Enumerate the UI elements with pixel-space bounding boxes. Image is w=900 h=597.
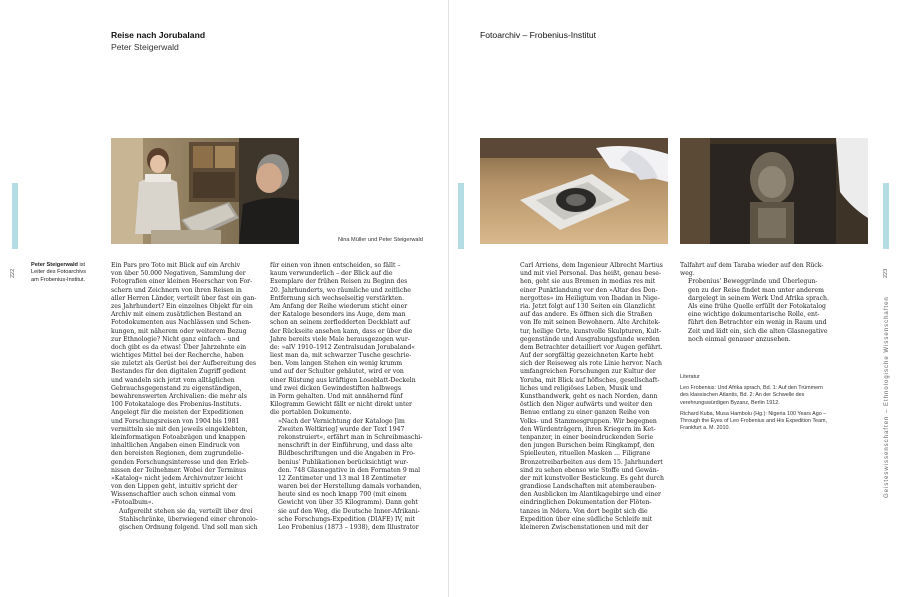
text-line: Talfahrt auf dem Taraba wieder auf den Rück-: [680, 262, 824, 269]
text-line: kaum verwunderlich – der Blick auf die: [270, 270, 393, 278]
paragraph-7: [680, 278, 828, 344]
text-column-4: [680, 262, 828, 344]
text-line: führt den Betrachter ein wenig in Raum und: [688, 319, 827, 327]
text-line: sie zuletzt als Gerüst bei der Aufbereitung des: [111, 360, 257, 368]
text-line: gegenstände und Ausgrabungsfunde werden: [520, 335, 660, 343]
photo-glass-negative-image: [480, 138, 668, 244]
text-line: Zeit und lädt ein, sich die alten Glasnegative: [688, 327, 828, 335]
side-note-text: ist Leiter des Fotoarchivs am Frobenius-Institut.: [31, 262, 87, 283]
text-line: »Nach der Vernichtung der Kataloge [im: [278, 417, 405, 425]
text-line: kungen, mit näherem oder weiterem Bezug: [111, 327, 247, 335]
left-page: [0, 0, 449, 597]
text-line: wichtiges Mittel bei der Recherche, haben: [111, 352, 244, 360]
text-line: dargelegt in seinem Werk Und Afrika sprach.: [688, 294, 829, 302]
text-line: den Ausblicken im Alantikagebirge und einer: [520, 491, 661, 499]
text-line: für einen von ihnen entscheiden, so fällt –: [270, 262, 401, 269]
text-line: kleinformatigen Fotoabzügen und knappen: [111, 433, 246, 441]
paragraph-5: [520, 262, 668, 532]
text-line: Aufgereiht stehen sie da, verteilt über drei: [119, 507, 253, 515]
text-line: den jungen Burschen beim Ringkampf, den: [520, 442, 655, 450]
text-line: Fotografien einer kleinen Heerschar von For-: [111, 278, 253, 286]
right-page: [449, 0, 900, 597]
text-line: ria. Jetzt folgt auf 130 Seiten ein Glanzlicht: [520, 302, 656, 310]
text-line: Yoruba, mit Blick auf höfisches, gesellschaft-: [520, 376, 660, 384]
text-line: dem Betrachter detailliert vor Augen geführt.: [520, 343, 663, 351]
page-number-right: 223: [883, 268, 889, 278]
text-line: 100 Fotokataloge des Frobenius-Instituts.: [111, 401, 242, 409]
text-line: bewahrenswerten Archivalien: die mehr als: [111, 393, 247, 400]
text-line: Expedition über eine südliche Schleife mit: [520, 515, 653, 523]
text-line: Spielleuten, rituellen Masken … Filigrane: [520, 450, 651, 458]
side-note-name: Peter Steigerwald: [31, 262, 78, 268]
text-line: doch gibt es da etwas! Über Jahrzehnte ein: [111, 343, 247, 351]
text-line: gen zu der Reise findet man unter anderem: [688, 286, 824, 294]
text-line: tenpanzer, in einer beeindruckenden Serie: [520, 433, 654, 441]
text-line: sich der Reiseweg als rote Linie hervor. Nach: [520, 360, 662, 368]
article-author: Peter Steigerwald: [111, 42, 179, 52]
text-line: Leo Frobenius (1873 – 1938), dem Illustrator: [278, 524, 419, 531]
text-line: nissen der Teilnehmer. Wobei der Terminus: [111, 466, 247, 474]
text-line: den bereisten Regionen, dem zugrundelie-: [111, 450, 244, 458]
text-line: weg.: [680, 270, 695, 278]
text-line: sche Forschungs-Expedition (DIAFE) IV, mit: [278, 515, 415, 523]
paragraph-2: [111, 508, 256, 533]
text-line: Stahlschränke, überwiegend einer chronolo-: [119, 515, 258, 523]
text-line: östlich den Niger aufwärts und weiter den: [520, 401, 653, 409]
text-line: tanzes in Ndera. Von dort begibt sich die: [520, 507, 648, 515]
article-title: Reise nach Jorubaland: [111, 30, 206, 40]
text-line: Volks- und Stammesgruppen. Wir begegnen: [520, 417, 657, 425]
text-line: von den Lippen geht, intuitiv spricht der: [111, 483, 238, 491]
text-line: hen, geht sie aus Bremen in medias res mit: [520, 278, 656, 286]
text-line: aller Herren Länder, verteilt über fast ein gan-: [111, 294, 257, 302]
text-line: Bestandes für den digitalen Zugriff gedient: [111, 368, 246, 376]
text-line: zur Ethnologie? Nicht ganz einfach – und: [111, 335, 240, 343]
text-line: rekonstruiert«, erfährt man in Schreibmaschi-: [278, 433, 423, 441]
photo-archive-staff-image: [111, 138, 299, 244]
text-column-2: [270, 262, 423, 532]
text-line: eine wichtige dokumentarische Rolle, ent-: [688, 311, 820, 319]
text-line: waren bei der Herstellung damals vorhanden,: [278, 483, 422, 491]
text-line: der mit kunstvoller Bestickung. Es geht durch: [520, 474, 664, 482]
text-line: der Kataloge besonders ins Auge, dem man: [270, 311, 406, 319]
text-line: Benue entlang zu einer ganzen Reihe von: [520, 409, 650, 417]
text-line: Auf der sorgfältig gezeichneten Karte hebt: [520, 352, 654, 360]
accent-bar-right-outer: [883, 183, 889, 249]
text-line: einer Punktlandung vor den »Altar des Don-: [520, 286, 658, 294]
text-line: Ein Pars pro Toto mit Blick auf ein Archiv: [111, 262, 241, 269]
text-line: Frobenius' Beweggründe und Überlegun-: [688, 278, 818, 286]
text-line: von Ife mit seinen Bewohnern. Alte Architek-: [520, 319, 661, 327]
text-line: schern und Zeichnern von ihren Reisen in: [111, 286, 242, 294]
photo-figure-negative: [680, 138, 868, 244]
paragraph-3: [270, 262, 416, 418]
text-line: zes Jahrhundert? Ein einzelnes Objekt für ein: [111, 302, 253, 310]
text-line: liest man da, mit schwarzer Tusche geschrie-: [270, 352, 412, 360]
text-line: Kunsthandwerk, geht es nach Norden, dann: [520, 393, 658, 400]
text-line: den. 748 Glasnegative in den Formaten 9 mal: [278, 466, 421, 474]
text-line: Bronzetreibarbeiten aus dem 15. Jahrhundert: [520, 458, 663, 466]
text-line: einer Rüstung aus kräftigen Loseblatt-Deckeln: [270, 376, 416, 384]
text-line: den Würdenträgern, ihren Kriegern im Ket-: [520, 425, 656, 433]
text-line: de: »alV 1910–1912 Zentralsudan Jorubaland«: [270, 343, 416, 351]
literature-item-1: Leo Frobenius: Und Afrika sprach, Bd. 1: Auf den Trümmern des klassischen Atlantis, Bd. 2: An der Schwelle des verehrungswürdigen Byzanz, Berlin 1912.: [680, 385, 823, 406]
text-line: sie auf den Weg, die Deutsche Inner-Afrikani-: [278, 507, 420, 515]
text-line: und zwei dicken Gewindestiften halbwegs: [270, 384, 402, 392]
text-line: Bildbeschriftungen und die Angaben in Fro-: [278, 450, 416, 458]
text-line: sind zu sehen ebenso wie Stoffe und Gewän-: [520, 466, 659, 474]
text-line: »Katalog« nicht jedem Archivnutzer leicht: [111, 474, 243, 482]
text-line: Entfernung sich wechselseitig verstärkten.: [270, 294, 405, 302]
text-line: 20. Jahrhunderts, wo räumliche und zeitliche: [270, 286, 411, 294]
text-line: und Forschungsreisen von 1904 bis 1981: [111, 417, 240, 425]
text-line: Gewicht von über 35 Kilogramm). Dann geht: [278, 499, 418, 507]
text-line: schon an seinem zerfledderten Deckblatt auf: [270, 319, 410, 327]
text-line: vermitteln sie mit den jeweils eingeklebten,: [111, 425, 248, 433]
text-line: nenschrift in der Einführung, und dass alte: [278, 442, 413, 450]
paragraph-4: [270, 417, 423, 533]
literature-section: [680, 374, 830, 436]
text-line: Jahre bereits viele Male herausgezogen wur-: [270, 335, 410, 343]
paragraph-6: [680, 262, 828, 278]
text-line: noch einmal genauer anzusehen.: [688, 335, 791, 343]
text-line: Als eine frühe Quelle erfüllt der Fotokatalog: [688, 302, 826, 310]
text-line: kleineren Zwischenstationen und mit der: [520, 524, 649, 531]
literature-heading: Literatur: [680, 374, 700, 380]
text-line: tur, heilige Orte, kunstvolle Skulpturen, Kult-: [520, 327, 662, 335]
text-line: Gebrauchsgegenstand zu eigenständigen,: [111, 384, 242, 392]
text-line: der Rückseite ansehen kann, dass er über die: [270, 327, 413, 335]
text-line: und mit viel Personal. Das heißt, genau bese-: [520, 270, 661, 278]
accent-bar-right-inner: [458, 183, 464, 249]
text-line: liches und religiöses Leben, Musik und: [520, 384, 642, 392]
text-line: Zweiten Weltkrieg] wurde der Text 1947: [278, 425, 405, 433]
text-line: in Form gehalten. Und mit annähernd fünf: [270, 393, 403, 400]
author-side-note: [31, 262, 93, 284]
text-line: die portablen Dokumente.: [270, 409, 352, 417]
text-line: 12 Zentimeter und 13 mal 18 Zentimeter: [278, 474, 407, 482]
section-header: Fotoarchiv – Frobenius-Institut: [480, 30, 597, 40]
text-line: Am Anfang der Reihe wiederum sticht einer: [270, 302, 408, 310]
text-line: »Fotoalbum«.: [111, 499, 154, 507]
text-column-3: [520, 262, 668, 532]
photo-caption: Nina Müller und Peter Steigerwald: [338, 237, 423, 243]
literature-item-2: Richard Kuba, Musa Hambolu (Hg.): Nigeria 100 Years Ago – Through the Eyes of Leo Frobenius and His Expedition Team, Frankfurt a. M. 2010.: [680, 410, 828, 432]
text-line: ben. Vom langen Stehen ein wenig krumm: [270, 360, 403, 368]
accent-bar-left: [12, 183, 18, 249]
text-line: Fotodokumenten aus Nachlässen und Schen-: [111, 319, 252, 327]
paragraph-1: [111, 262, 256, 508]
text-line: gischen Ordnung folgend. Und soll man sich: [119, 524, 258, 531]
text-line: eindringlichen Dokumentation der Flöten-: [520, 499, 652, 507]
text-line: und auf der Schulter gehäutet, wird er von: [270, 368, 404, 376]
text-line: inhaltlichen Angaben einen Eindruck von: [111, 442, 240, 450]
text-line: Archiv mit einem zusätzlichen Bestand an: [111, 311, 242, 319]
page-number-left: 222: [10, 268, 16, 278]
text-line: Carl Arriens, dem Ingenieur Albrecht Martius: [520, 262, 663, 269]
text-line: heute sind es noch knapp 700 (mit einem: [278, 491, 407, 499]
text-line: Angelegt für die meisten der Expeditionen: [111, 409, 244, 417]
text-line: Wissenschaftler auch schon einmal vom: [111, 491, 236, 499]
photo-glass-negative: [480, 138, 668, 244]
text-line: Kilogramm Gewicht fällt er nicht direkt unter: [270, 401, 412, 409]
running-section-label: Geisteswissenschaften – Ethnologische Wissenschaften: [884, 296, 890, 498]
text-line: umfangreichen Forschungen zur Kultur der: [520, 368, 656, 376]
text-line: benius' Publikationen berücksichtigt wur-: [278, 458, 409, 466]
text-line: nergottes« im Heiligtum von Ibadan in Nige-: [520, 294, 660, 302]
photo-archive-staff: [111, 138, 299, 244]
text-line: von über 50.000 Negativen, Sammlung der: [111, 270, 246, 278]
text-line: Exemplare der frühen Reisen zu Beginn des: [270, 278, 408, 286]
text-line: auf das andere. Es öffnen sich die Straßen: [520, 311, 653, 319]
photo-figure-negative-image: [680, 138, 868, 244]
text-column-1: [111, 262, 256, 532]
text-line: und wandeln sich jetzt vom alltäglichen: [111, 376, 235, 384]
text-line: grandiose Landschaften mit atemberauben-: [520, 483, 657, 491]
text-line: genden Forschungsinteresse und den Erleb-: [111, 458, 249, 466]
